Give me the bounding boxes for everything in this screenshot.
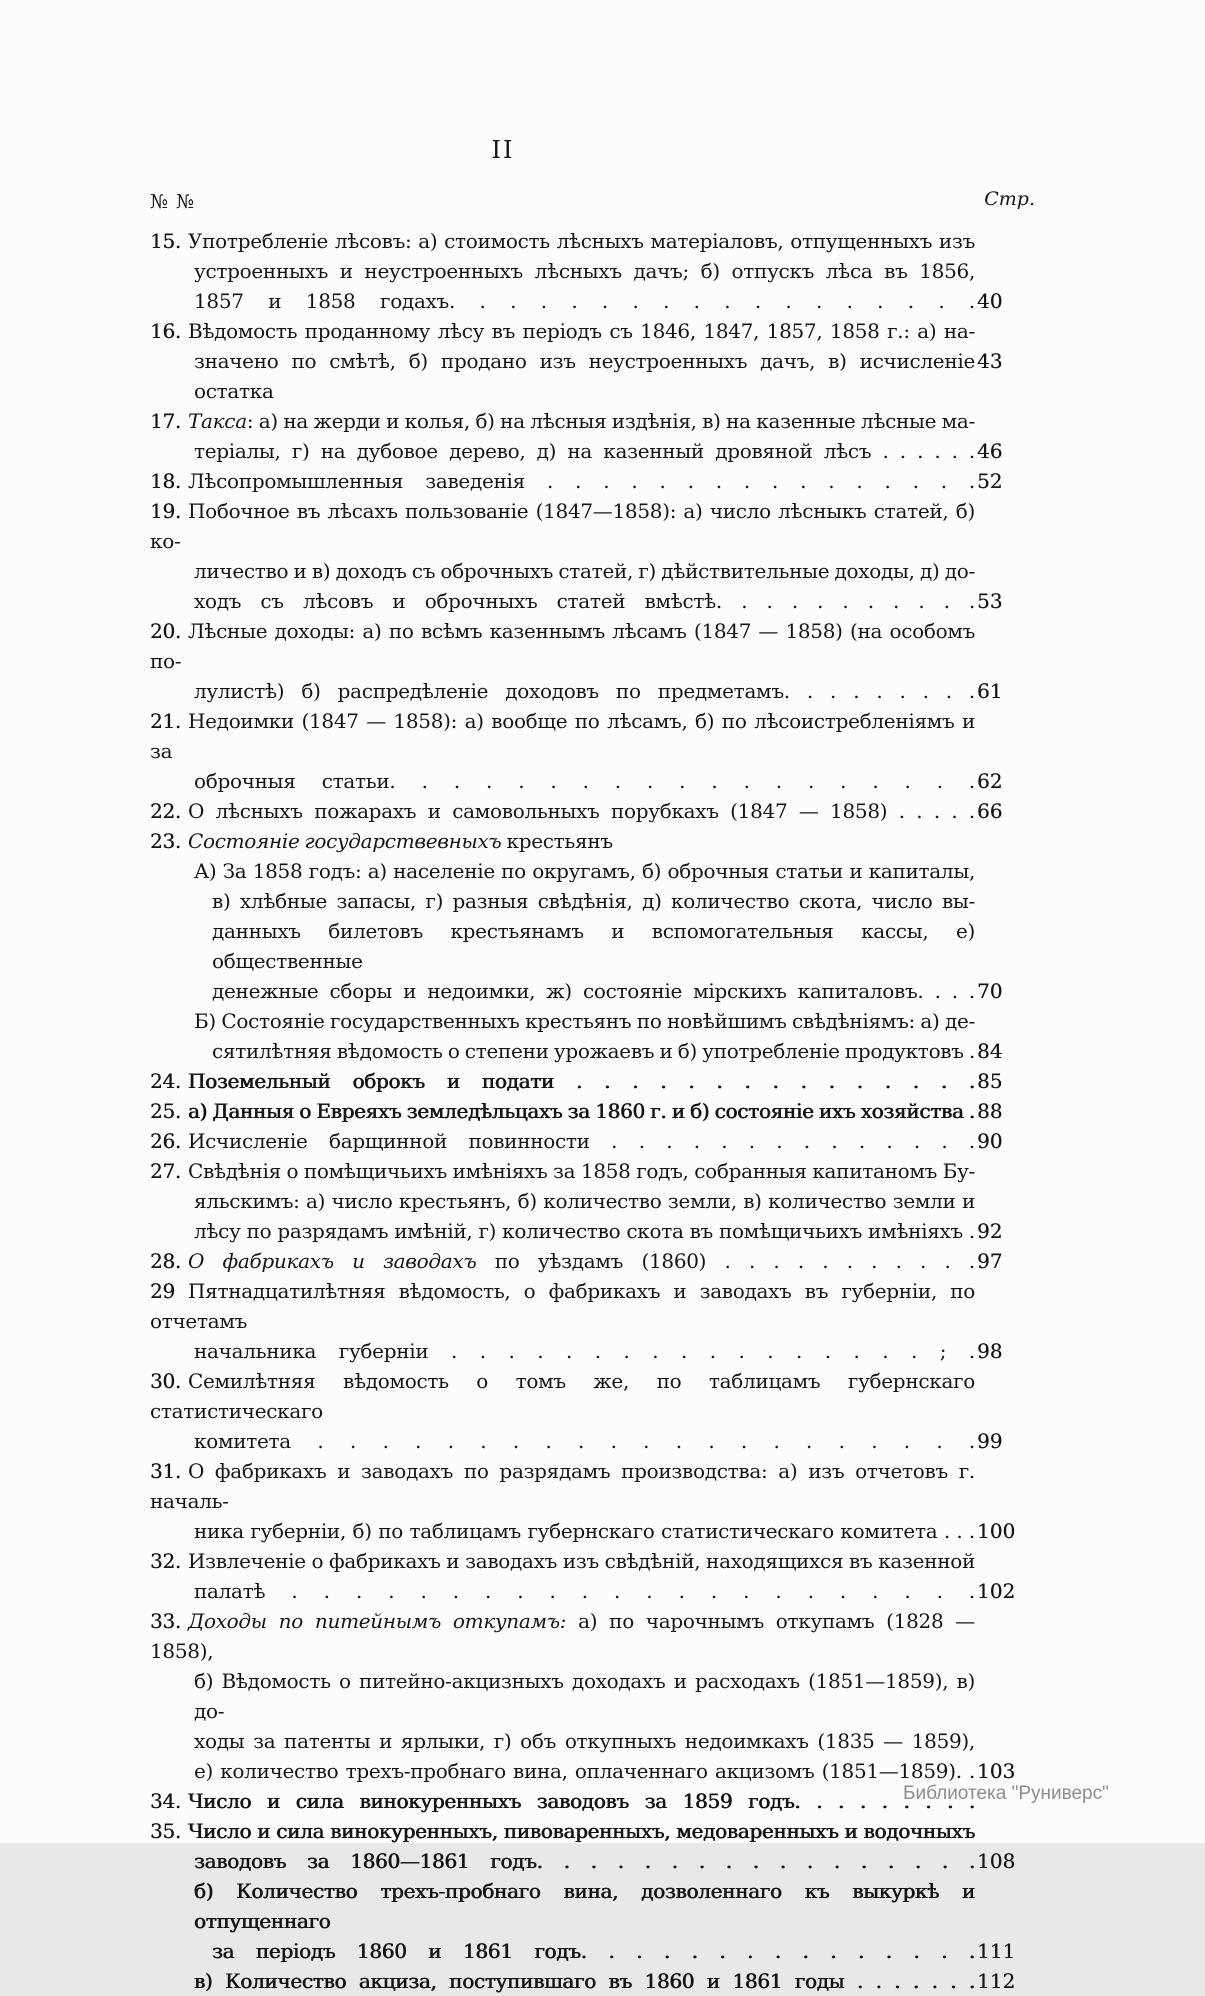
- entry-line: [212, 1936, 1035, 1966]
- entry-number: 25.: [150, 1099, 181, 1123]
- entry-text: Число и сила винокуренныхъ, пивоваренныхъ, медоваренныхъ и водочныхъ: [188, 1819, 975, 1843]
- entry-number: 31.: [150, 1459, 181, 1483]
- toc-entry: [150, 826, 1035, 856]
- toc-entry: [150, 1366, 1035, 1456]
- entry-text: Такса: [188, 409, 247, 433]
- entry-text: Исчисленіе барщинной повинности . . . . . . . . . . . . . .: [188, 1129, 975, 1153]
- entry-text: ходы за патенты и ярлыки, г) объ откупныхъ недоимкахъ (1835 — 1859),: [194, 1729, 975, 1753]
- entry-page-number: 97: [977, 1249, 1003, 1273]
- entry-text: Пятнадцатилѣтняя вѣдомость, о фабрикахъ и заводахъ въ губерніи, по отчетамъ: [150, 1279, 975, 1333]
- toc-entry: [150, 616, 1035, 706]
- entry-line: [150, 1276, 1035, 1336]
- toc-entry: [150, 796, 1035, 826]
- entry-text: О фабрикахъ и заводахъ по разрядамъ производства: а) изъ отчетовъ г. началь-: [150, 1459, 975, 1513]
- entry-number: 16.: [150, 319, 181, 343]
- entry-page-number: 88: [977, 1099, 1003, 1123]
- entry-line: [194, 1336, 1035, 1366]
- toc-entry: [150, 1246, 1035, 1276]
- entry-page-number: 61: [977, 679, 1003, 703]
- entry-line: [194, 1186, 1035, 1216]
- toc-entry: [150, 1156, 1035, 1246]
- entry-text: крестьянъ: [501, 829, 613, 853]
- entry-text: а) Данныя о Евреяхъ земледѣльцахъ за 1860 г. и б) состояніе ихъ хозяйства .: [188, 1099, 975, 1123]
- entry-text: в) Количество акциза, поступившаго въ 1860 и 1861 годы . . . . . . .: [194, 1969, 975, 1993]
- entry-page-number: 66: [977, 799, 1003, 823]
- entry-text: Побочное въ лѣсахъ пользованіе (1847—1858): а) число лѣсныкъ статей, б) ко-: [150, 499, 975, 553]
- entry-text: Недоимки (1847 — 1858): а) вообще по лѣсамъ, б) по лѣсоистребленіямъ и за: [150, 709, 975, 763]
- entry-text: комитета . . . . . . . . . . . . . . . . . . . . .: [194, 1429, 975, 1453]
- entry-line: [150, 1456, 1035, 1516]
- entry-line: [150, 1126, 1035, 1156]
- entry-page-number: 102: [977, 1579, 1016, 1603]
- entry-line: [150, 706, 1035, 766]
- entry-line: [194, 856, 1035, 886]
- entry-text: сятилѣтняя вѣдомость о степени урожаевъ и б) употребленіе продуктовъ .: [212, 1039, 975, 1063]
- entry-number: 23.: [150, 829, 181, 853]
- entry-line: [150, 1156, 1035, 1186]
- entry-text: оброчныя статьи. . . . . . . . . . . . . . . . . . .: [194, 769, 975, 793]
- entry-line: [194, 1756, 1035, 1786]
- entry-number: 15.: [150, 229, 181, 253]
- entry-line: [194, 766, 1035, 796]
- entry-number: 29: [150, 1279, 175, 1303]
- entry-number: 18.: [150, 469, 181, 493]
- entry-number: 26.: [150, 1129, 181, 1153]
- entry-text: е) количество трехъ-пробнаго вина, оплаченнаго акцизомъ (1851—1859). .: [194, 1759, 975, 1783]
- entry-line: [150, 796, 1035, 826]
- entry-page-number: 70: [977, 979, 1003, 1003]
- entry-line: [150, 826, 1035, 856]
- entry-number: 22.: [150, 799, 181, 823]
- entry-line: [150, 616, 1035, 676]
- entry-page-number: 112: [977, 1969, 1016, 1993]
- entry-page-number: 52: [977, 469, 1003, 493]
- toc-entry: [150, 1546, 1035, 1606]
- entry-line: [194, 1846, 1035, 1876]
- entry-text: Вѣдомость проданному лѣсу въ періодъ съ 1846, 1847, 1857, 1858 г.: а) на-: [188, 319, 975, 343]
- entry-line: [194, 1006, 1035, 1036]
- entry-text: Извлеченіе о фабрикахъ и заводахъ изъ свѣдѣній, находящихся въ казенной: [188, 1549, 975, 1573]
- entry-line: [194, 1666, 1035, 1726]
- entry-text: О фабрикахъ и заводахъ: [188, 1249, 477, 1273]
- entry-number: 24.: [150, 1069, 181, 1093]
- entry-number: 30.: [150, 1369, 181, 1393]
- entry-line: [150, 1066, 1035, 1096]
- entry-text: Лѣсопромышленныя заведенія . . . . . . . . . . . . . . . .: [188, 469, 975, 493]
- entry-number: 17.: [150, 409, 181, 433]
- entry-text: Употребленіе лѣсовъ: а) стоимость лѣсныхъ матеріаловъ, отпущенныхъ изъ: [188, 229, 975, 253]
- entry-line: [150, 406, 1035, 436]
- entry-line: [212, 886, 1035, 916]
- entry-text: б) Количество трехъ-пробнаго вина, дозволеннаго къ выкуркѣ и отпущеннаго: [194, 1879, 975, 1933]
- entry-line: [194, 676, 1035, 706]
- entry-text: А) За 1858 годъ: а) населеніе по округамъ, б) оброчныя статьи и капиталы,: [194, 859, 975, 883]
- entry-text: палатѣ . . . . . . . . . . . . . . . . . . . . . .: [194, 1579, 975, 1603]
- entry-text: ходъ съ лѣсовъ и оброчныхъ статей вмѣстѣ. . . . . . . . . . .: [194, 589, 975, 613]
- entry-line: [194, 586, 1035, 616]
- entry-page-number: 53: [977, 589, 1003, 613]
- entry-text: яльскимъ: а) число крестьянъ, б) количество земли, в) количество земли и: [194, 1189, 975, 1213]
- entry-text: Лѣсные доходы: а) по всѣмъ казеннымъ лѣсамъ (1847 — 1858) (на особомъ по-: [150, 619, 975, 673]
- entry-number: 34.: [150, 1789, 181, 1813]
- entry-text: данныхъ билетовъ крестьянамъ и вспомогательныя кассы, е) общественные: [212, 919, 975, 973]
- entry-number: 28.: [150, 1249, 181, 1273]
- entry-line: [150, 1816, 1035, 1846]
- entry-line: [194, 1426, 1035, 1456]
- toc-entry: [150, 1006, 1035, 1066]
- entry-text: : а) на жерди и колья, б) на лѣсныя издѣнія, в) на казенные лѣсные ма-: [246, 409, 975, 433]
- entry-text: Состояніе государствевныхъ: [188, 829, 502, 853]
- entry-page-number: 43: [977, 349, 1003, 373]
- entry-line: [150, 1246, 1035, 1276]
- entry-text: теріалы, г) на дубовое дерево, д) на казенный дровяной лѣсъ . . . . . .: [194, 439, 975, 463]
- entry-page-number: 84: [977, 1039, 1003, 1063]
- entry-text: 1857 и 1858 годахъ. . . . . . . . . . . . . . . . . .: [194, 289, 975, 313]
- toc-entry: [150, 316, 1035, 406]
- column-header-page: Стр.: [984, 188, 1035, 210]
- entry-number: 35.: [150, 1819, 181, 1843]
- entry-line: [212, 916, 1035, 976]
- entry-page-number: 46: [977, 439, 1003, 463]
- toc-entry: [150, 406, 1035, 466]
- toc-entry: [150, 1456, 1035, 1546]
- toc-entry: [150, 496, 1035, 616]
- entry-page-number: 108: [977, 1849, 1016, 1873]
- entry-text: денежные сборы и недоимки, ж) состояніе мірскихъ капиталовъ. . . .: [212, 979, 975, 1003]
- entry-line: [194, 1576, 1035, 1606]
- entry-number: 27.: [150, 1159, 181, 1183]
- entry-text: Свѣдѣнія о помѣщичьихъ имѣніяхъ за 1858 годъ, собранныя капитаномъ Бу-: [188, 1159, 975, 1183]
- entry-number: 32.: [150, 1549, 181, 1573]
- toc-entry: [150, 1276, 1035, 1366]
- entry-line: [194, 1216, 1035, 1246]
- toc-entry: [150, 1066, 1035, 1096]
- entry-number: 33.: [150, 1609, 181, 1633]
- entry-line: [150, 1366, 1035, 1426]
- entry-line: [212, 1036, 1035, 1066]
- entry-text: лулистѣ) б) распредѣленіе доходовъ по предметамъ. . . . . . . . .: [194, 679, 975, 703]
- entry-text: начальника губерніи . . . . . . . . . . . . . . . . . ; .: [194, 1339, 975, 1363]
- entry-line: [194, 256, 1035, 286]
- entry-page-number: 103: [977, 1759, 1016, 1783]
- entry-page-number: 100: [977, 1519, 1016, 1543]
- toc-entry: [150, 1966, 1035, 1996]
- entry-page-number: 40: [977, 289, 1003, 313]
- entry-line: [150, 466, 1035, 496]
- entry-line: [150, 496, 1035, 556]
- toc-entry: [150, 1606, 1035, 1786]
- entry-line: [194, 346, 1035, 406]
- toc-entry: [150, 226, 1035, 316]
- toc-entry: [150, 1126, 1035, 1156]
- entry-text: лѣсу по разрядамъ имѣній, г) количество скота въ помѣщичьихъ имѣніяхъ .: [194, 1219, 975, 1243]
- toc-list: [150, 226, 1035, 1996]
- column-header-numbers: № №: [150, 191, 195, 213]
- entry-line: [150, 316, 1035, 346]
- entry-line: [150, 1096, 1035, 1126]
- toc-entry: [150, 466, 1035, 496]
- entry-text: Поземельный оброкъ и подати . . . . . . . . . . . . . . .: [188, 1069, 975, 1093]
- entry-line: [194, 556, 1035, 586]
- entry-text: а) по чарочнымъ откупамъ (1828 — 1858),: [150, 1609, 975, 1663]
- entry-text: О лѣсныхъ пожарахъ и самовольныхъ порубкахъ (1847 — 1858) . . . . .: [188, 799, 975, 823]
- library-watermark: Библиотека "Руниверс": [903, 1783, 1109, 1804]
- entry-text: в) хлѣбные запасы, г) разныя свѣдѣнія, д) количество скота, число вы-: [212, 889, 975, 913]
- entry-text: значено по смѣтѣ, б) продано изъ неустроенныхъ дачъ, в) исчисленіе остатка: [194, 349, 975, 403]
- entry-page-number: 62: [977, 769, 1003, 793]
- entry-text: за періодъ 1860 и 1861 годъ. . . . . . . . . . . . . . .: [212, 1939, 975, 1963]
- entry-page-number: 92: [977, 1219, 1003, 1243]
- entry-line: [150, 1546, 1035, 1576]
- entry-line: [194, 1966, 1035, 1996]
- entry-text: заводовъ за 1860—1861 годъ. . . . . . . . . . . . . . . . .: [194, 1849, 975, 1873]
- page-roman-numeral: II: [491, 136, 515, 164]
- entry-line: [194, 286, 1035, 316]
- entry-text: Число и сила винокуренныхъ заводовъ за 1859 годъ. . . . . . . . .: [188, 1789, 975, 1813]
- entry-line: [194, 1726, 1035, 1756]
- entry-text: по уѣздамъ (1860) . . . . . . . . . . .: [476, 1249, 975, 1273]
- entry-text: Доходы по питейнымъ откупамъ:: [188, 1609, 567, 1633]
- entry-line: [194, 436, 1035, 466]
- entry-number: 21.: [150, 709, 181, 733]
- entry-text: ника губерніи, б) по таблицамъ губернскаго статистическаго комитета . . .: [194, 1519, 975, 1543]
- entry-line: [150, 226, 1035, 256]
- toc-entry: [150, 1876, 1035, 1966]
- toc-entry: [150, 1096, 1035, 1126]
- entry-text: б) Вѣдомость о питейно-акцизныхъ доходахъ и расходахъ (1851—1859), в) до-: [194, 1669, 975, 1723]
- entry-line: [194, 1876, 1035, 1936]
- entry-text: устроенныхъ и неустроенныхъ лѣсныхъ дачъ; б) отпускъ лѣса въ 1856,: [194, 259, 975, 283]
- toc-entry: [150, 856, 1035, 1006]
- toc-entry: [150, 706, 1035, 796]
- entry-line: [194, 1516, 1035, 1546]
- entry-text: Б) Состояніе государственныхъ крестьянъ по новѣйшимъ свѣдѣніямъ: а) де-: [194, 1009, 975, 1033]
- entry-page-number: 90: [977, 1129, 1003, 1153]
- entry-text: Семилѣтняя вѣдомость о томъ же, по таблицамъ губернскаго статистическаго: [150, 1369, 975, 1423]
- toc-entry: [150, 1816, 1035, 1876]
- entry-number: 19.: [150, 499, 181, 523]
- entry-page-number: 111: [977, 1939, 1016, 1963]
- entry-line: [150, 1606, 1035, 1666]
- entry-page-number: 99: [977, 1429, 1003, 1453]
- entry-text: личество и в) доходъ съ оброчныхъ статей, г) дѣйствительные доходы, д) до-: [194, 559, 975, 583]
- entry-page-number: 98: [977, 1339, 1003, 1363]
- entry-number: 20.: [150, 619, 181, 643]
- entry-page-number: 85: [977, 1069, 1003, 1093]
- entry-line: [212, 976, 1035, 1006]
